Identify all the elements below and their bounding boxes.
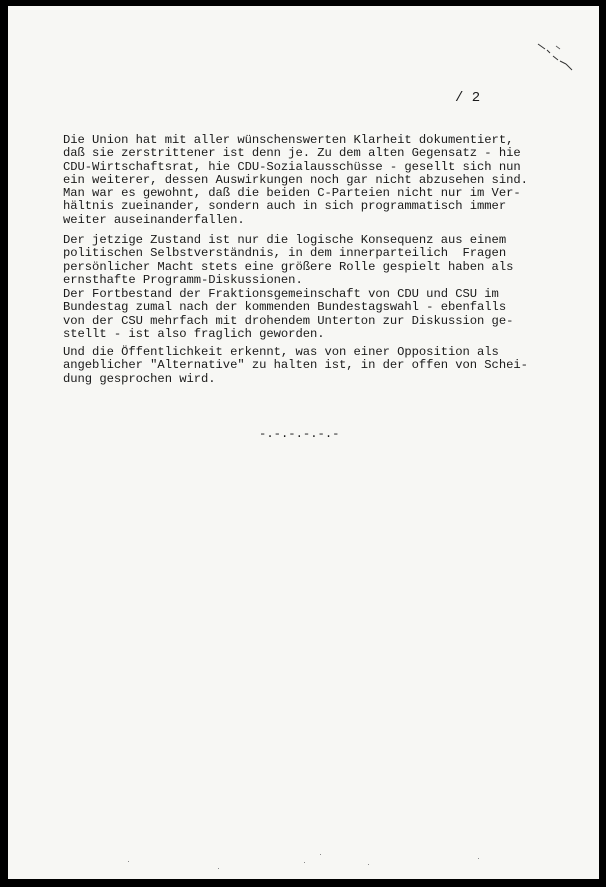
scan-speckle (368, 864, 369, 865)
scan-speckle (128, 861, 129, 862)
scan-speckle (218, 868, 219, 869)
scan-speckle (478, 858, 479, 859)
paper-sheet (8, 6, 599, 879)
paragraph-1: Die Union hat mit aller wünschenswerten Klarheit dokumentiert, daß sie zerstrittener ist denn je. Zu dem alten Gegensatz - hie CDU-Wirtschaftsrat, hie CDU-Sozialausschüsse - gesellt sich nun ein weiterer, dessen Auswirkungen noch gar nicht abzusehen sind. Man war es gewohnt, daß die beiden C-Parteien nicht nur im Ver- hältnis zueinander, sondern auch in sich programmatisch immer weiter auseinanderfallen. (63, 133, 528, 227)
scan-speckle (320, 854, 321, 855)
paragraph-4: Und die Öffentlichkeit erkennt, was von einer Opposition als angeblicher "Alternative" zu halten ist, in der offen von Schei- dung gesprochen wird. (63, 345, 528, 386)
corner-scribble-icon (536, 40, 576, 74)
page-number: / 2 (455, 90, 481, 106)
paragraph-2: Der jetzige Zustand ist nur die logische Konsequenz aus einem politischen Selbstverständnis, in dem innerparteilich Fragen persönlicher Macht stets eine größere Rolle gespielt haben als ernsthafte Programm-Diskussionen. (63, 233, 514, 287)
end-separator: -.-.-.-.-.- (259, 427, 340, 441)
paragraph-3: Der Fortbestand der Fraktionsgemeinschaft von CDU und CSU im Bundestag zumal nach der kommenden Bundestagswahl - ebenfalls von der CSU mehrfach mit drohendem Unterton zur Diskussion ge- stellt - ist also fraglich geworden. (63, 287, 514, 341)
scan-speckle (304, 862, 305, 863)
